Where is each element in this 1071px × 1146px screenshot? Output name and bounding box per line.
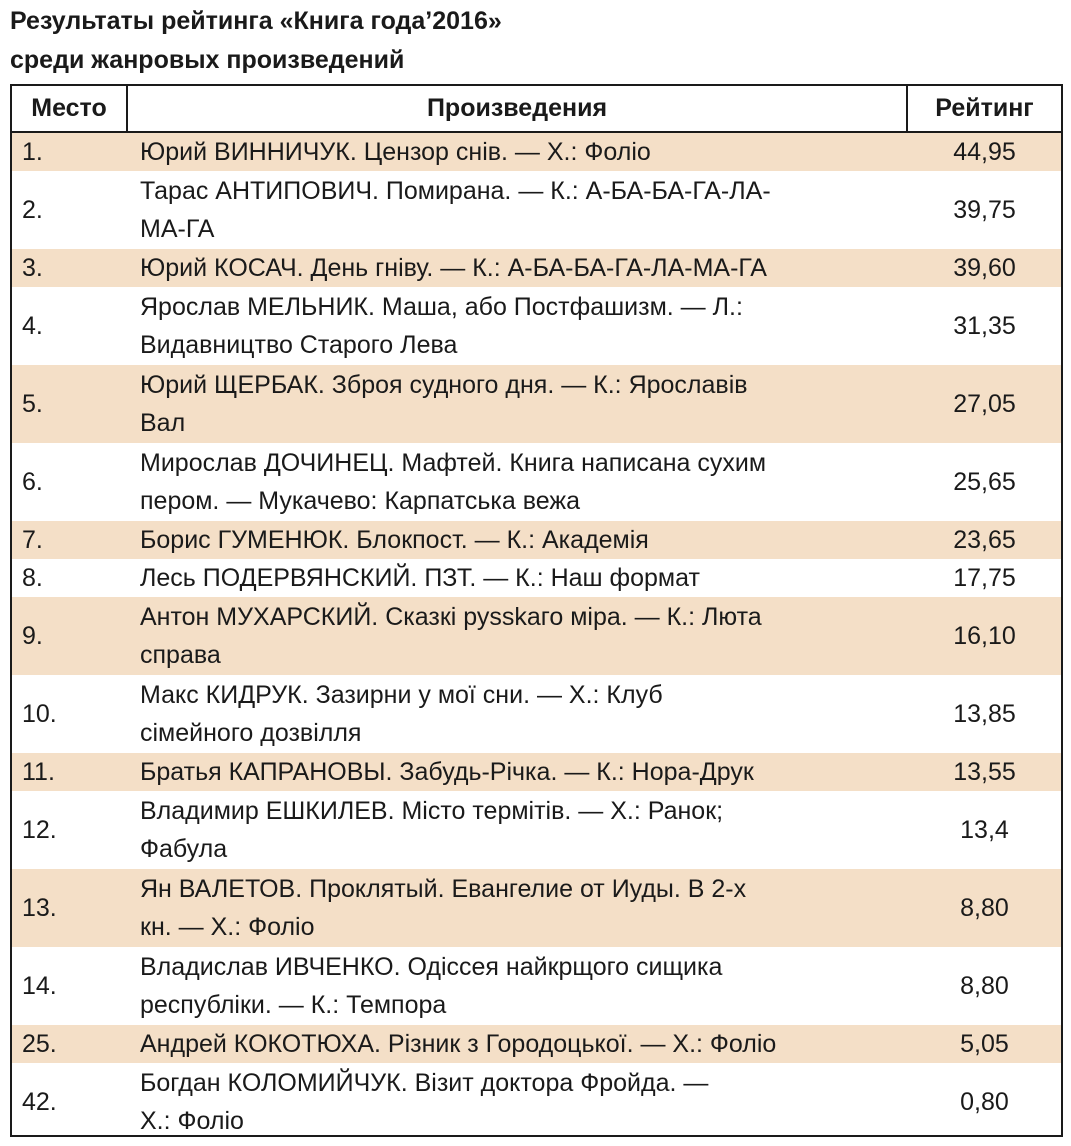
rank-cell: 11. xyxy=(22,758,55,786)
table-row xyxy=(12,1025,1061,1063)
rank-cell: 2. xyxy=(22,196,43,224)
table-row xyxy=(12,365,1061,443)
work-cell xyxy=(140,791,900,869)
work-line: Юрий ВИННИЧУК. Цензор снів. — Х.: Фоліо xyxy=(140,138,651,166)
work-line: Юрий ЩЕРБАК. Зброя судного дня. — К.: Ярославів xyxy=(140,371,748,399)
table-body xyxy=(12,133,1061,1141)
table-row xyxy=(12,791,1061,869)
column-header-rank: Место xyxy=(12,86,128,131)
work-cell xyxy=(140,869,900,947)
work-line: Богдан КОЛОМИЙЧУК. Візит доктора Фройда. — xyxy=(140,1069,709,1097)
table-row xyxy=(12,171,1061,249)
rating-cell: 27,05 xyxy=(953,390,1016,418)
work-line: пером. — Мукачево: Карпатська вежа xyxy=(140,487,580,515)
work-text xyxy=(140,288,743,364)
rating-cell: 25,65 xyxy=(953,468,1016,496)
work-text xyxy=(140,676,663,752)
table-row xyxy=(12,521,1061,559)
work-text xyxy=(140,948,722,1024)
work-text xyxy=(140,444,766,520)
table-row xyxy=(12,559,1061,597)
rating-cell: 31,35 xyxy=(953,312,1016,340)
work-text xyxy=(140,249,767,287)
rating-cell: 17,75 xyxy=(953,564,1016,592)
rating-cell: 39,60 xyxy=(953,254,1016,282)
table-row xyxy=(12,675,1061,753)
work-cell xyxy=(140,1025,900,1063)
work-text xyxy=(140,1025,776,1063)
work-cell xyxy=(140,753,900,791)
table-row xyxy=(12,249,1061,287)
document-title xyxy=(10,2,502,80)
work-line: Тарас АНТИПОВИЧ. Помирана. — К.: А-БА-БА-ГА-ЛА- xyxy=(140,177,771,205)
table-row xyxy=(12,287,1061,365)
rating-cell: 23,65 xyxy=(953,526,1016,554)
work-line: Макс КИДРУК. Зазирни у мої сни. — Х.: Клуб xyxy=(140,681,663,709)
column-header-work: Произведения xyxy=(128,86,908,131)
work-cell xyxy=(140,287,900,365)
work-line: Владислав ИВЧЕНКО. Одіссея найкрщого сищика xyxy=(140,953,723,981)
work-text xyxy=(140,559,700,597)
work-text xyxy=(140,133,651,171)
work-cell xyxy=(140,597,900,675)
work-text xyxy=(140,521,649,559)
rank-cell: 9. xyxy=(22,622,43,650)
table-row xyxy=(12,753,1061,791)
rank-cell: 5. xyxy=(22,390,43,418)
work-cell xyxy=(140,1063,900,1141)
work-cell xyxy=(140,559,900,597)
rating-cell: 0,80 xyxy=(960,1088,1009,1116)
rank-cell: 6. xyxy=(22,468,43,496)
work-cell xyxy=(140,133,900,171)
work-line: Видавництво Старого Лева xyxy=(140,331,458,359)
table-row xyxy=(12,947,1061,1025)
table-row xyxy=(12,443,1061,521)
work-line: Х.: Фоліо xyxy=(140,1107,244,1135)
work-line: Антон МУХАРСКИЙ. Сказкі руsskaго міра. — К.: Люта xyxy=(140,603,762,631)
work-cell xyxy=(140,171,900,249)
rank-cell: 10. xyxy=(22,700,57,728)
rank-cell: 25. xyxy=(22,1030,57,1058)
work-line: МА-ГА xyxy=(140,215,215,243)
table-row xyxy=(12,597,1061,675)
work-cell xyxy=(140,249,900,287)
rating-table xyxy=(10,84,1063,1137)
title-line-1: Результаты рейтинга «Книга года’2016» xyxy=(10,7,502,35)
work-line: Мирослав ДОЧИНЕЦ. Мафтей. Книга написана сухим xyxy=(140,449,767,477)
title-line-2: среди жанровых произведений xyxy=(10,46,405,74)
work-line: Фабула xyxy=(140,835,228,863)
table-row xyxy=(12,869,1061,947)
work-line: Андрей КОКОТЮХА. Різник з Городоцької. — Х.: Фоліо xyxy=(140,1030,777,1058)
rank-cell: 3. xyxy=(22,254,43,282)
work-line: Лесь ПОДЕРВЯНСКИЙ. ПЗТ. — К.: Наш формат xyxy=(140,564,700,592)
rating-cell: 5,05 xyxy=(960,1030,1009,1058)
table-row xyxy=(12,1063,1061,1141)
work-line: Юрий КОСАЧ. День гніву. — К.: А-БА-БА-ГА-ЛА-МА-ГА xyxy=(140,254,767,282)
work-text xyxy=(140,366,748,442)
rank-cell: 12. xyxy=(22,816,57,844)
work-text xyxy=(140,753,754,791)
work-text xyxy=(140,172,771,248)
rating-cell: 8,80 xyxy=(960,894,1009,922)
rank-cell: 14. xyxy=(22,972,57,1000)
work-cell xyxy=(140,947,900,1025)
work-line: сімейного дозвілля xyxy=(140,719,362,747)
work-text xyxy=(140,792,723,868)
work-line: Братья КАПРАНОВЫ. Забудь-Річка. — К.: Нора-Друк xyxy=(140,758,754,786)
rating-cell: 13,55 xyxy=(953,758,1016,786)
work-line: Владимир ЕШКИЛЕВ. Місто термітів. — Х.: Ранок; xyxy=(140,797,724,825)
work-text xyxy=(140,1064,708,1140)
rank-cell: 13. xyxy=(22,894,57,922)
rating-cell: 44,95 xyxy=(953,138,1016,166)
table-row xyxy=(12,133,1061,171)
work-text xyxy=(140,598,762,674)
work-line: справа xyxy=(140,641,221,669)
rating-cell: 13,4 xyxy=(960,816,1009,844)
rating-cell: 13,85 xyxy=(953,700,1016,728)
rank-cell: 8. xyxy=(22,564,43,592)
work-cell xyxy=(140,365,900,443)
rating-cell: 39,75 xyxy=(953,196,1016,224)
work-line: Вал xyxy=(140,409,186,437)
work-line: Ян ВАЛЕТОВ. Проклятый. Евангелие от Иуды. В 2-х xyxy=(140,875,747,903)
column-header-rating: Рейтинг xyxy=(935,94,1034,122)
rating-cell: 8,80 xyxy=(960,972,1009,1000)
rank-cell: 1. xyxy=(22,138,43,166)
rank-cell: 42. xyxy=(22,1088,57,1116)
work-text xyxy=(140,870,746,946)
rank-cell: 7. xyxy=(22,526,43,554)
table-header xyxy=(12,86,1061,133)
work-cell xyxy=(140,443,900,521)
work-line: Борис ГУМЕНЮК. Блокпост. — К.: Академія xyxy=(140,526,649,554)
work-cell xyxy=(140,675,900,753)
work-line: Ярослав МЕЛЬНИК. Маша, або Постфашизм. — Л.: xyxy=(140,293,743,321)
work-line: кн. — Х.: Фоліо xyxy=(140,913,315,941)
rating-cell: 16,10 xyxy=(953,622,1016,650)
work-line: республіки. — К.: Темпора xyxy=(140,991,447,1019)
rank-cell: 4. xyxy=(22,312,43,340)
work-cell xyxy=(140,521,900,559)
